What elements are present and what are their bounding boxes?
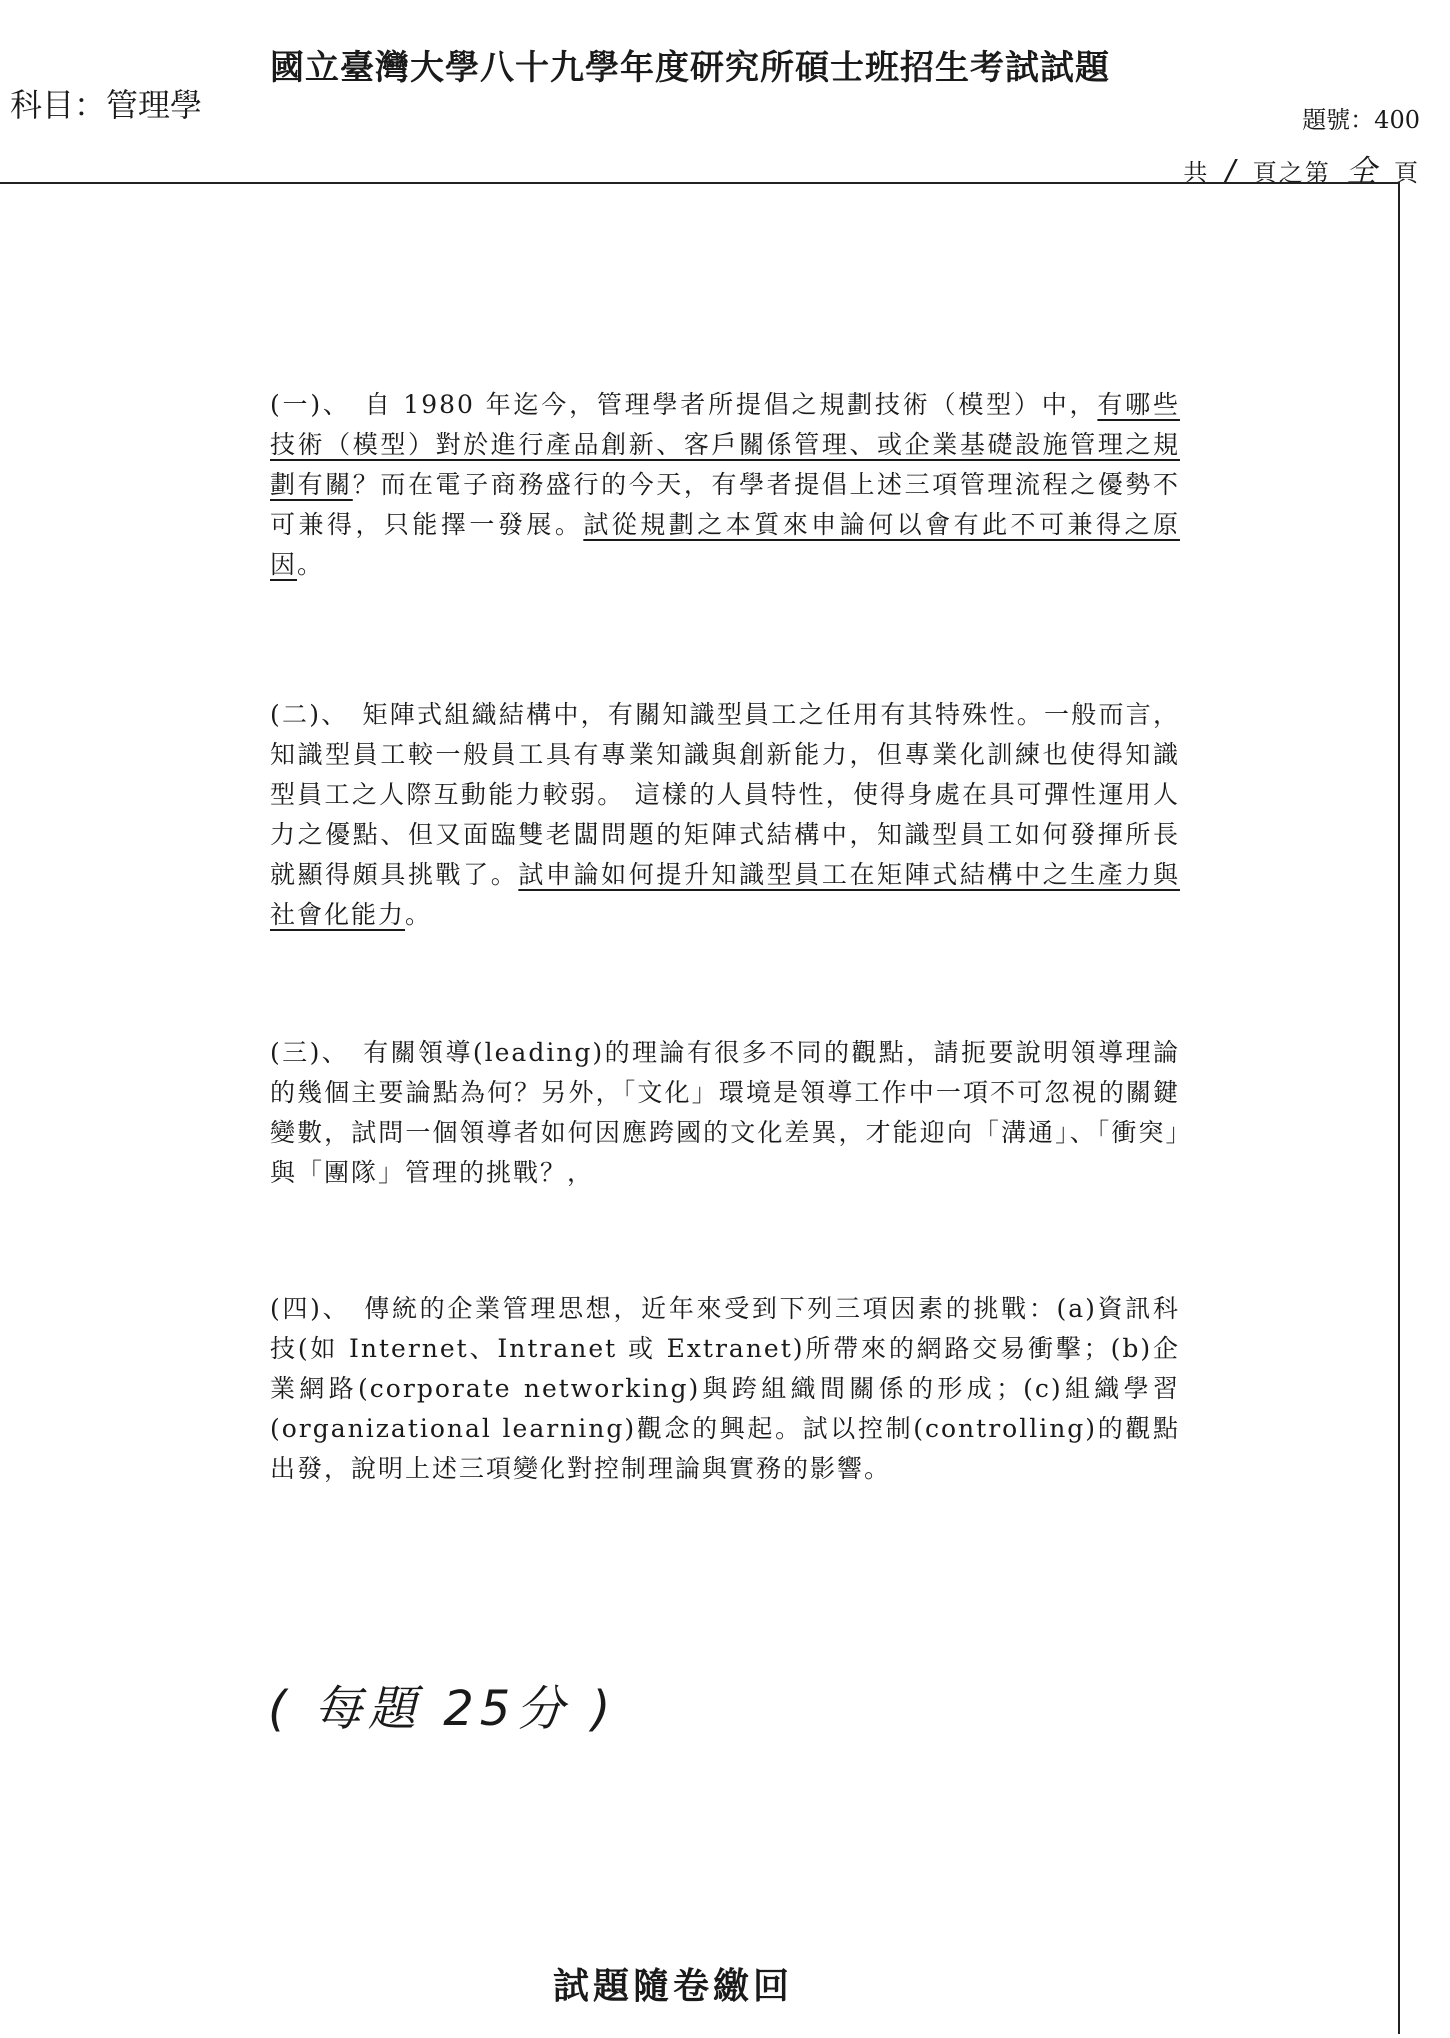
pages-suffix: 頁 — [1394, 159, 1420, 187]
question-text: ？而在電子商務盛行的今天，有學者提倡上述三項管理流程之優勢不可兼得，只能擇一發展。 — [270, 470, 1180, 539]
question-4 — [270, 1289, 1180, 1489]
underlined-text: 有哪些技術（模型）對於進行產品創新、客戶關係管理、或企業基礎設施管理之規劃有關 — [270, 390, 1180, 499]
question-label: (一)、 — [270, 390, 351, 419]
question-label: (三)、 — [270, 1038, 350, 1067]
subject-label: 科目：管理學 — [10, 86, 203, 124]
underlined-text: 試從規劃之本質來申論何以會有此不可兼得之原因 — [270, 510, 1180, 579]
pages-prefix: 共 — [1183, 159, 1210, 187]
score-note: ( 每題 25分 ) — [268, 1681, 617, 1737]
question-text: 。 — [297, 550, 325, 579]
pages-current: 全 — [1346, 154, 1379, 189]
question-1 — [270, 385, 1180, 585]
question-label: (四)、 — [270, 1294, 351, 1323]
question-text: 傳統的企業管理思想，近年來受到下列三項因素的挑戰：(a)資訊科技(如 Internet、Intranet 或 Extranet)所帶來的網路交易衝擊；(b)企業網路(corporate networking)與跨組織間關係的形成；(c)組織學習(organizational learning)觀念的興起。試以控制(controlling)的觀點出發，說明上述三項變化對控制理論與實務的影響。 — [270, 1294, 1180, 1483]
question-2 — [270, 695, 1180, 935]
question-list — [270, 385, 1180, 1489]
question-number: 題號：400 — [1302, 106, 1420, 134]
footer-note: 試題隨卷繳回 — [553, 1965, 794, 2007]
pages-middle: 頁之第 — [1252, 159, 1331, 187]
underlined-text: 試申論如何提升知識型員工在矩陣式結構中之生產力與社會化能力 — [270, 860, 1180, 929]
question-3 — [270, 1033, 1180, 1193]
question-text: 矩陣式組織結構中，有關知識型員工之任用有其特殊性。一般而言，知識型員工較一般員工具有專業知識與創新能力，但專業化訓練也使得知識型員工之人際互動能力較弱。 這樣的人員特性，使得身處在具可彈性運用人力之優點、但又面臨雙老闆問題的矩陣式結構中，知識型員工如何發揮所長就顯得頗具挑戰了。 — [270, 700, 1180, 889]
exam-title: 國立臺灣大學八十九學年度研究所碩士班招生考試試題 — [270, 48, 1110, 88]
question-text: 。 — [405, 900, 433, 929]
question-label: (二)、 — [270, 700, 349, 729]
pages-total: / — [1224, 154, 1238, 189]
question-text: 自 1980 年迄今，管理學者所提倡之規劃技術（模型）中， — [364, 390, 1098, 419]
question-text: 有關領導(leading)的理論有很多不同的觀點，請扼要說明領導理論的幾個主要論點為何？另外，「文化」環境是領導工作中一項不可忽視的關鍵變數，試問一個領導者如何因應跨國的文化差異，才能迎向「溝通」、「衝突」與「團隊」管理的挑戰？， — [270, 1038, 1180, 1187]
